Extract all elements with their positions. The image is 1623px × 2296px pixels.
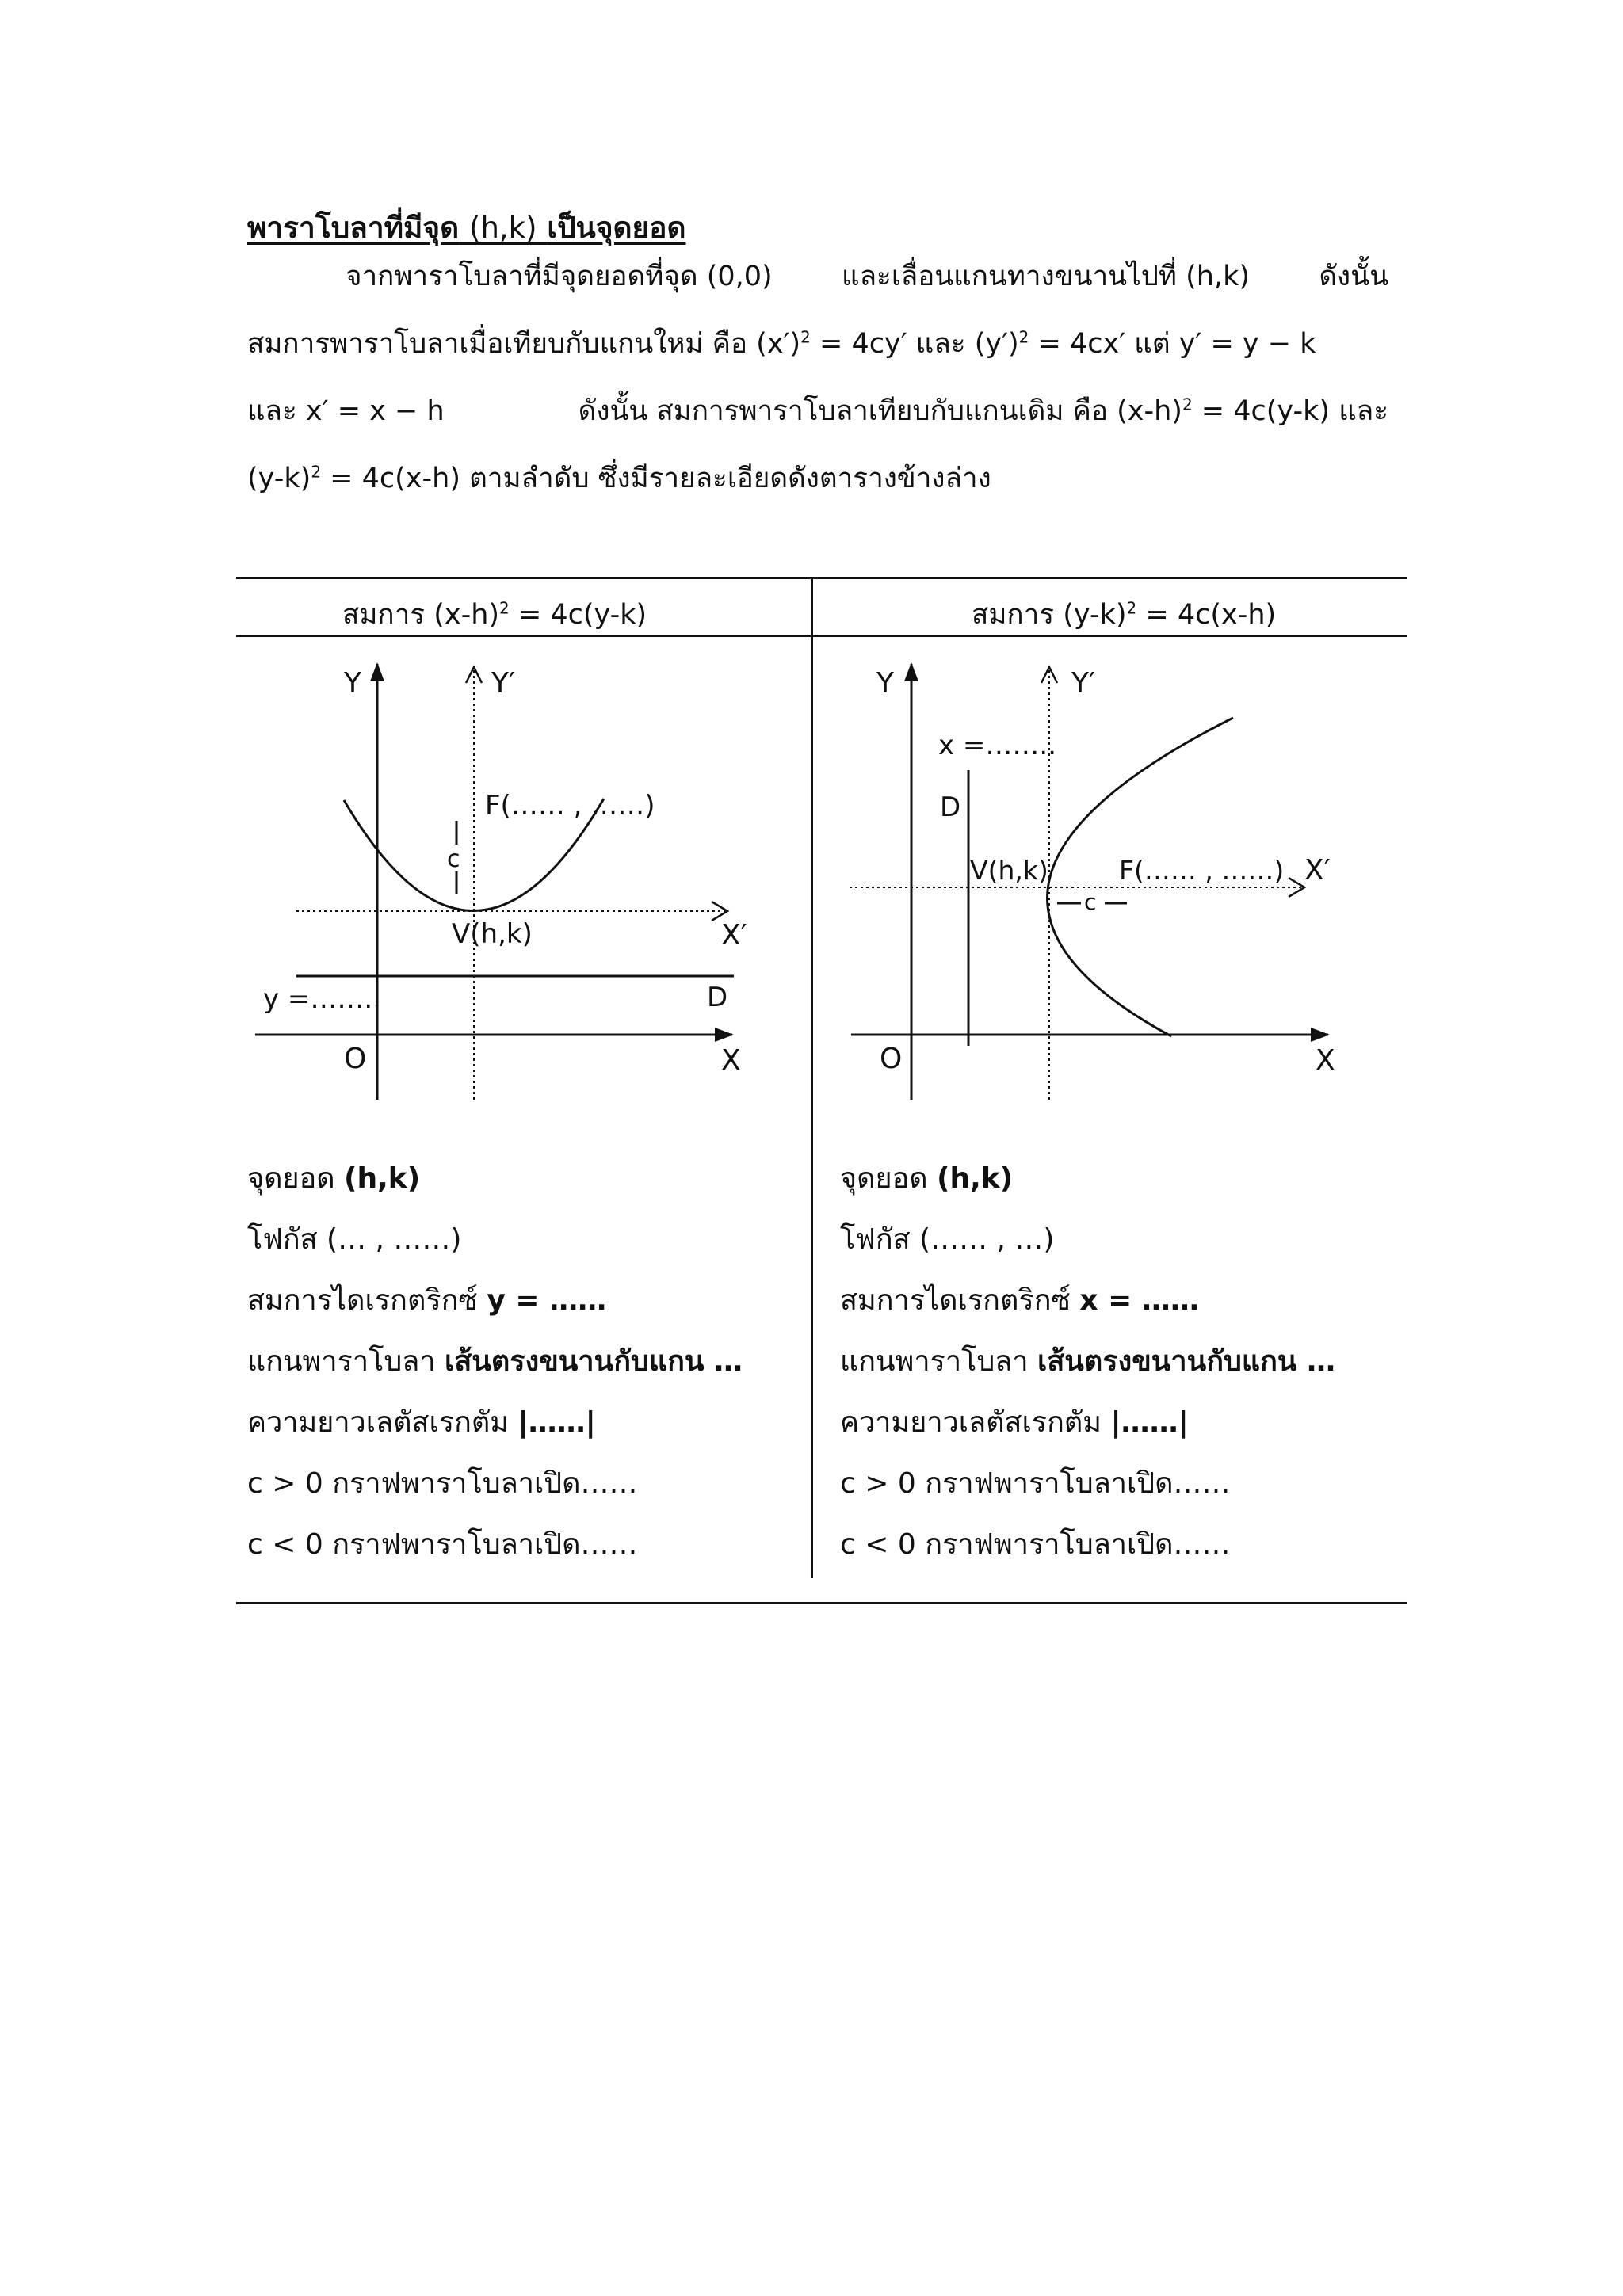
left-properties-list xyxy=(247,1155,743,1582)
right-column-header: สมการ $(y-k)^2 = 4c(x-h)$ xyxy=(972,598,1277,631)
right-axis-row: แกนพาราโบลา เส้นตรงขนานกับแกน … xyxy=(840,1345,1336,1378)
right-x-prime-label: X′ xyxy=(1304,854,1331,887)
left-directrix-row: สมการไดเรกตริกซ์ y = …… xyxy=(247,1284,607,1317)
p3-a: และ x′ = x − h xyxy=(247,395,445,427)
left-c-label: c xyxy=(447,845,460,873)
p1-b: และเลื่อนแกนทางขนานไปที่ (h,k) xyxy=(842,261,1251,292)
left-c-negative-row: c < 0 กราฟพาราโบลาเปิด…… xyxy=(247,1528,638,1561)
left-focus-row: โฟกัส (… , ……) xyxy=(247,1223,462,1256)
p2: สมการพาราโบลาเมื่อเทียบกับแกนใหม่ คือ $(x')^2 = 4cy'$ และ $(y')^2 = 4cx'$ แต่ y′ = y − k xyxy=(247,327,1316,360)
left-column-header: สมการ $(x-h)^2 = 4c(y-k)$ xyxy=(342,598,647,631)
right-y-label: Y xyxy=(876,667,894,700)
right-c-negative-row: c < 0 กราฟพาราโบลาเปิด…… xyxy=(840,1528,1231,1561)
table-bottom-rule xyxy=(236,1602,1407,1604)
left-axis-row: แกนพาราโบลา เส้นตรงขนานกับแกน … xyxy=(247,1345,743,1378)
right-focus-row: โฟกัส (…… , …) xyxy=(840,1223,1055,1256)
left-y-label: Y xyxy=(344,667,361,700)
right-c-label: c xyxy=(1084,889,1097,915)
left-focus-label: F(…… , ……) xyxy=(485,790,655,822)
right-directrix-row: สมการไดเรกตริกซ์ x = …… xyxy=(840,1284,1199,1317)
left-origin-label: O xyxy=(344,1043,367,1075)
right-y-prime-arrowhead xyxy=(1041,667,1057,683)
left-parabola-graph xyxy=(0,0,812,1125)
left-y-prime-arrowhead xyxy=(466,667,482,683)
p4: $(y-k)^2 = 4c(x-h)$ ตามลำดับ ซึ่งมีรายละเอียดดังตารางข้างล่าง xyxy=(247,462,991,494)
title-tail: เป็นจุดยอด xyxy=(547,211,686,245)
right-origin-label: O xyxy=(880,1043,903,1075)
left-vertex-label: V(h,k) xyxy=(452,918,533,950)
left-d-label: D xyxy=(707,982,728,1013)
right-latus-row: ความยาวเลตัสเรกตัม |……| xyxy=(840,1406,1189,1439)
right-focus-label: F(…… , ……) xyxy=(1119,855,1285,886)
title-vertex: (h,k) xyxy=(469,211,537,245)
p1-a: จากพาราโบลาที่มีจุดยอดที่จุด (0,0) xyxy=(346,261,773,292)
left-x-label: X xyxy=(721,1044,741,1077)
right-vertex-row: จุดยอด (h,k) xyxy=(840,1162,1014,1195)
left-x-prime-label: X′ xyxy=(721,919,747,952)
right-x-prime-arrowhead xyxy=(1289,878,1304,897)
left-c-positive-row: c > 0 กราฟพาราโบลาเปิด…… xyxy=(247,1467,638,1500)
title-text: พาราโบลาที่มีจุด xyxy=(247,211,460,245)
p1-c: ดังนั้น xyxy=(1319,261,1388,292)
left-vertex-row: จุดยอด (h,k) xyxy=(247,1162,421,1195)
right-d-label: D xyxy=(940,791,961,823)
left-directrix-label: y =…….. xyxy=(263,983,382,1015)
left-latus-row: ความยาวเลตัสเรกตัม |……| xyxy=(247,1406,596,1439)
right-properties-list xyxy=(840,1155,1335,1582)
p3-b: ดังนั้น สมการพาราโบลาเทียบกับแกนเดิม คือ $(x-h)^2 = 4c(y-k)$ และ xyxy=(578,395,1388,427)
right-c-positive-row: c > 0 กราฟพาราโบลาเปิด…… xyxy=(840,1467,1231,1500)
right-directrix-label: x =…….. xyxy=(938,730,1057,761)
right-y-prime-label: Y′ xyxy=(1071,667,1096,700)
left-y-prime-label: Y′ xyxy=(491,667,516,700)
right-vertex-label: V(h,k) xyxy=(970,855,1048,886)
right-parabola-graph xyxy=(812,0,1623,1125)
right-x-label: X xyxy=(1316,1044,1335,1077)
